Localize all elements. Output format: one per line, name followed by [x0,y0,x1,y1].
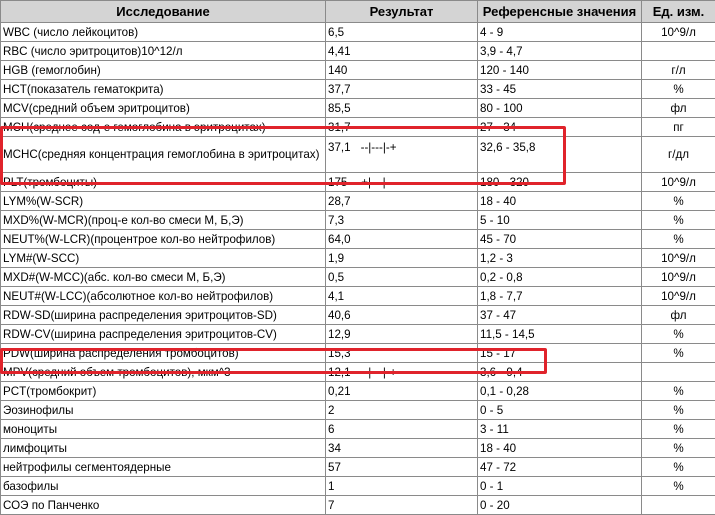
table-row [1,137,715,173]
table-body [1,23,715,515]
reference-range: 0,2 - 0,8 [478,268,642,287]
result-value: 140 [328,64,347,77]
unit: % [642,439,715,458]
test-name: нейтрофилы сегментоядерные [1,458,326,477]
test-name: MXD#(W-MCC)(абс. кол-во смеси М, Б,Э) [1,268,326,287]
reference-range: 18 - 40 [478,439,642,458]
reference-range: 3 - 11 [478,420,642,439]
result-cell [326,211,478,230]
test-name: NEUT#(W-LCC)(абсолютное кол-во нейтрофилов) [1,287,326,306]
result-value: 4,41 [328,45,351,58]
result-cell [326,173,478,192]
test-name: WBC (число лейкоцитов) [1,23,326,42]
unit: фл [642,306,715,325]
test-name: Эозинофилы [1,401,326,420]
reference-range: 80 - 100 [478,99,642,118]
table-header-row [1,1,715,23]
test-name: HCT(показатель гематокрита) [1,80,326,99]
unit: % [642,401,715,420]
reference-range: 11,5 - 14,5 [478,325,642,344]
result-cell [326,118,478,137]
reference-range: 32,6 - 35,8 [478,137,642,173]
test-name: LYM#(W-SCC) [1,249,326,268]
unit: пг [642,118,715,137]
test-name: лимфоциты [1,439,326,458]
table-row [1,268,715,287]
table-row [1,99,715,118]
table-row [1,325,715,344]
test-name: MCH(среднее сод-е гемоглобина в эритроцитах) [1,118,326,137]
table-row [1,42,715,61]
test-name: LYM%(W-SCR) [1,192,326,211]
table-row [1,230,715,249]
test-name: моноциты [1,420,326,439]
reference-range: 33 - 45 [478,80,642,99]
result-cell [326,137,478,173]
unit: % [642,211,715,230]
unit: 10^9/л [642,173,715,192]
result-range-indicator: --|---|-+ [361,366,397,379]
reference-range: 15 - 17 [478,344,642,363]
reference-range: 180 - 320 [478,173,642,192]
unit: г/л [642,61,715,80]
unit: 10^9/л [642,23,715,42]
reference-range: 27 - 34 [478,118,642,137]
table-row [1,363,715,382]
header-result: Результат [326,1,478,23]
result-value: 175 [328,176,347,189]
reference-range: 37 - 47 [478,306,642,325]
reference-range: 45 - 70 [478,230,642,249]
result-value: 15,3 [328,347,351,360]
unit: % [642,477,715,496]
result-cell [326,23,478,42]
test-name: PDW(ширина распределения тромбоцитов) [1,344,326,363]
unit [642,42,715,61]
table-row [1,211,715,230]
result-cell [326,458,478,477]
reference-range: 5 - 10 [478,211,642,230]
result-value: 6,5 [328,26,344,39]
table-row [1,401,715,420]
reference-range: 47 - 72 [478,458,642,477]
result-value: 7,3 [328,214,344,227]
table-row [1,287,715,306]
test-name: MPV(средний объем тромбоцитов), мкм^3 [1,363,326,382]
test-name: NEUT%(W-LCR)(процентрое кол-во нейтрофилов) [1,230,326,249]
result-value: 0,21 [328,385,351,398]
header-study: Исследование [1,1,326,23]
table-row [1,173,715,192]
result-range-indicator: --|---|-+ [361,141,397,154]
result-cell [326,230,478,249]
header-unit: Ед. изм. [642,1,715,23]
result-cell [326,477,478,496]
result-value: 28,7 [328,195,351,208]
result-cell [326,344,478,363]
header-reference: Референсные значения [478,1,642,23]
result-cell [326,496,478,515]
result-cell [326,80,478,99]
result-value: 1,9 [328,252,344,265]
result-cell [326,287,478,306]
reference-range: 1,2 - 3 [478,249,642,268]
unit: % [642,230,715,249]
table-row [1,23,715,42]
unit: % [642,80,715,99]
result-value: 2 [328,404,334,417]
test-name: MCHC(средняя концентрация гемоглобина в эритроцитах) [1,137,326,173]
unit: 10^9/л [642,249,715,268]
test-name: СОЭ по Панченко [1,496,326,515]
table-row [1,306,715,325]
unit: % [642,344,715,363]
table-row [1,249,715,268]
result-value: 4,1 [328,290,344,303]
unit: 10^9/л [642,268,715,287]
result-cell [326,325,478,344]
test-name: PCT(тромбокрит) [1,382,326,401]
table-row [1,439,715,458]
table-row [1,192,715,211]
result-value: 0,5 [328,271,344,284]
reference-range: 4 - 9 [478,23,642,42]
result-value: 6 [328,423,334,436]
result-range-indicator: -+|---|-- [357,176,393,189]
unit: % [642,458,715,477]
table-row [1,420,715,439]
result-cell [326,268,478,287]
reference-range: 0 - 5 [478,401,642,420]
result-value: 12,9 [328,328,351,341]
result-cell [326,42,478,61]
reference-range: 1,8 - 7,7 [478,287,642,306]
test-name: MCV(средний объем эритроцитов) [1,99,326,118]
unit: % [642,382,715,401]
result-cell [326,401,478,420]
reference-range: 120 - 140 [478,61,642,80]
test-name: базофилы [1,477,326,496]
test-name: HGB (гемоглобин) [1,61,326,80]
result-value: 57 [328,461,341,474]
unit: % [642,420,715,439]
result-value: 12,1 [328,366,351,379]
table-row [1,80,715,99]
result-cell [326,382,478,401]
table-row [1,382,715,401]
unit: % [642,325,715,344]
unit: фл [642,99,715,118]
unit: г/дл [642,137,715,173]
result-value: 40,6 [328,309,351,322]
reference-range: 3,6 - 9,4 [478,363,642,382]
result-cell [326,306,478,325]
unit: % [642,192,715,211]
result-cell [326,363,478,382]
reference-range: 0 - 20 [478,496,642,515]
test-name: RBC (число эритроцитов)10^12/л [1,42,326,61]
result-value: 34 [328,442,341,455]
test-name: RDW-SD(ширина распределения эритроцитов-SD) [1,306,326,325]
table-row [1,496,715,515]
table-row [1,61,715,80]
reference-range: 0,1 - 0,28 [478,382,642,401]
result-value: 37,7 [328,83,351,96]
result-cell [326,420,478,439]
test-name: PLT(тромбоциты) [1,173,326,192]
table-row [1,458,715,477]
result-cell [326,99,478,118]
result-cell [326,192,478,211]
result-value: 7 [328,499,334,512]
table-row [1,118,715,137]
result-value: 37,1 [328,141,351,154]
result-value: 31,7 [328,121,351,134]
result-value: 85,5 [328,102,351,115]
result-cell [326,439,478,458]
test-name: RDW-CV(ширина распределения эритроцитов-CV) [1,325,326,344]
reference-range: 18 - 40 [478,192,642,211]
result-value: 1 [328,480,334,493]
reference-range: 0 - 1 [478,477,642,496]
unit [642,496,715,515]
table-row [1,477,715,496]
unit [642,363,715,382]
result-value: 64,0 [328,233,351,246]
test-name: MXD%(W-MCR)(проц-е кол-во смеси М, Б,Э) [1,211,326,230]
result-cell [326,249,478,268]
result-cell [326,61,478,80]
reference-range: 3,9 - 4,7 [478,42,642,61]
unit: 10^9/л [642,287,715,306]
table-row [1,344,715,363]
